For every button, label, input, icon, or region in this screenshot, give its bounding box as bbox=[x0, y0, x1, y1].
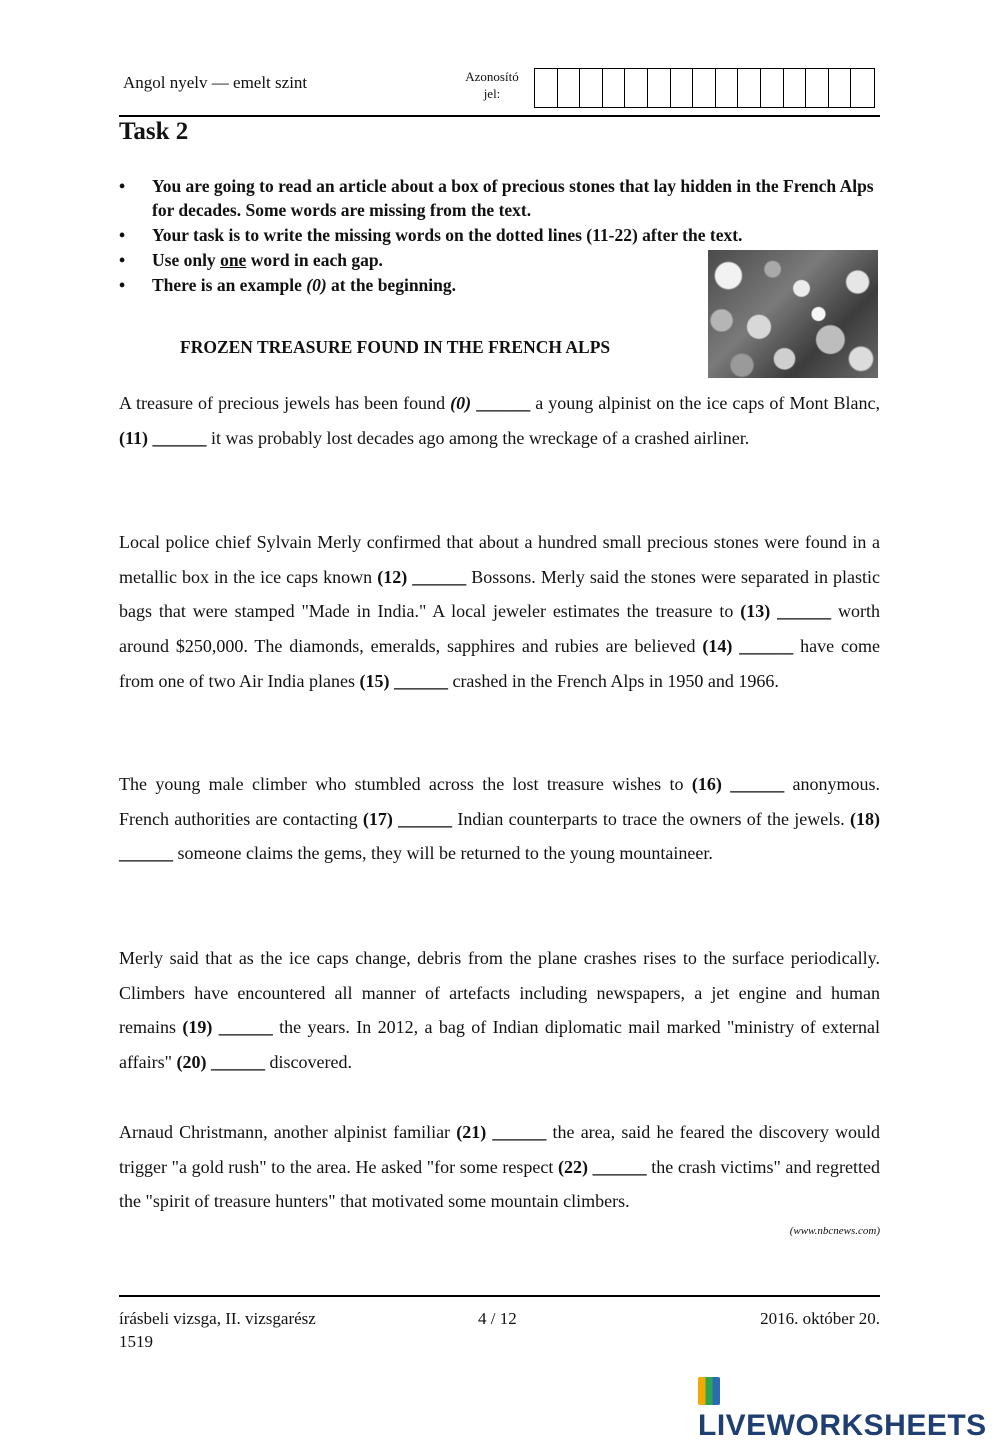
footer-divider bbox=[119, 1295, 880, 1297]
id-boxes bbox=[534, 68, 875, 108]
id-box[interactable] bbox=[738, 69, 761, 107]
bullet-icon: • bbox=[119, 275, 126, 295]
gemstones-photo bbox=[708, 250, 878, 378]
paragraph-3: The young male climber who stumbled across the lost treasure wishes to (16) ______ anonymous. French authorities are contacting (17) ______ Indian counterparts to trace the owners of the jewels. (18) ______ someone claims the gems, they will be returned to the young mountaineer. bbox=[119, 774, 881, 864]
instruction-item: • You are going to read an article about a box of precious stones that lay hidden in the French Alps for decades. Some words are missing from the text. bbox=[119, 176, 874, 220]
footer-code: 1519 bbox=[119, 1332, 153, 1351]
task-title: Task 2 bbox=[119, 118, 189, 145]
gap-22[interactable]: ______ bbox=[592, 1156, 647, 1177]
id-box[interactable] bbox=[580, 69, 603, 107]
bullet-icon: • bbox=[119, 250, 126, 270]
id-box[interactable] bbox=[535, 69, 558, 107]
gap-21[interactable]: ______ bbox=[492, 1122, 547, 1142]
id-box[interactable] bbox=[648, 69, 671, 107]
id-box[interactable] bbox=[784, 69, 807, 107]
gap-14[interactable]: ______ bbox=[739, 636, 794, 657]
gap-18[interactable]: ______ bbox=[119, 843, 173, 864]
gap-12[interactable]: ______ bbox=[412, 566, 467, 587]
instruction-item: • Use only one word in each gap. bbox=[119, 250, 383, 270]
header-subject: Angol nyelv — emelt szint bbox=[123, 73, 308, 92]
instruction-item: • There is an example (0) at the beginning. bbox=[119, 275, 456, 295]
id-label-line2: jel: bbox=[483, 86, 501, 101]
id-box[interactable] bbox=[851, 69, 874, 107]
gap-20[interactable]: ______ bbox=[211, 1052, 265, 1073]
id-box[interactable] bbox=[558, 69, 581, 107]
gap-16[interactable]: ______ bbox=[730, 774, 785, 794]
id-box[interactable] bbox=[829, 69, 852, 107]
id-label bbox=[448, 68, 536, 102]
gap-17[interactable]: ______ bbox=[398, 808, 453, 829]
page-number: 4 / 12 bbox=[478, 1309, 517, 1328]
paragraph-2: Local police chief Sylvain Merly confirmed that about a hundred small precious stones were found in a metallic box in the ice caps known (12) ______ Bossons. Merly said the stones were separated in plastic bags that were stamped "Made in India." A local jeweler estimates the treasure to (13) ______ worth around $250,000. The diamonds, emeralds, sapphires and rubies are believed (14) ______ have come from one of two Air India planes (15) ______ crashed in the French Alps in 1950 and 1966. bbox=[119, 532, 881, 691]
article-title: FROZEN TREASURE FOUND IN THE FRENCH ALPS bbox=[180, 337, 611, 357]
gap-11[interactable]: ______ bbox=[152, 427, 207, 448]
id-box[interactable] bbox=[806, 69, 829, 107]
paragraph-1: A treasure of precious jewels has been found (0) ______ a young alpinist on the ice caps of Mont Blanc, (11) ______ it was probably lost decades ago among the wreckage of a crashed airliner. bbox=[119, 393, 880, 448]
header-divider bbox=[119, 115, 880, 117]
footer-date: 2016. október 20. bbox=[760, 1309, 880, 1328]
paragraph-5: Arnaud Christmann, another alpinist familiar (21) ______ the area, said he feared the discovery would trigger "a gold rush" to the area. He asked "for some respect (22) ______ the crash victims" and regretted the "spirit of treasure hunters" that motivated some mountain climbers. bbox=[119, 1122, 881, 1212]
gap-13[interactable]: ______ bbox=[777, 601, 832, 622]
id-box[interactable] bbox=[603, 69, 626, 107]
id-box[interactable] bbox=[716, 69, 739, 107]
bullet-icon: • bbox=[119, 225, 126, 245]
instruction-item: • Your task is to write the missing words on the dotted lines (11-22) after the text. bbox=[119, 225, 743, 245]
id-box[interactable] bbox=[625, 69, 648, 107]
id-label-line1: Azonosító bbox=[465, 69, 519, 84]
gap-0[interactable]: ______ bbox=[476, 393, 531, 413]
liveworksheets-logo[interactable]: LIVEWORKSHEETS bbox=[698, 1375, 1000, 1443]
footer-exam-part: írásbeli vizsga, II. vizsgarész bbox=[119, 1309, 316, 1328]
paragraph-4: Merly said that as the ice caps change, debris from the plane crashes rises to the surface periodically. Climbers have encountered all manner of artefacts including newspapers, a jet engine and human remains (19) ______ the years. In 2012, a bag of Indian diplomatic mail marked "ministry of external affairs" (20) ______ discovered. bbox=[119, 948, 880, 1073]
bullet-icon: • bbox=[119, 176, 126, 196]
gap-19[interactable]: ______ bbox=[218, 1017, 273, 1038]
liveworksheets-icon bbox=[698, 1377, 720, 1405]
id-box[interactable] bbox=[693, 69, 716, 107]
id-box[interactable] bbox=[671, 69, 694, 107]
gap-15[interactable]: ______ bbox=[393, 670, 448, 691]
source-credit: (www.nbcnews.com) bbox=[789, 1225, 880, 1237]
id-box[interactable] bbox=[761, 69, 784, 107]
